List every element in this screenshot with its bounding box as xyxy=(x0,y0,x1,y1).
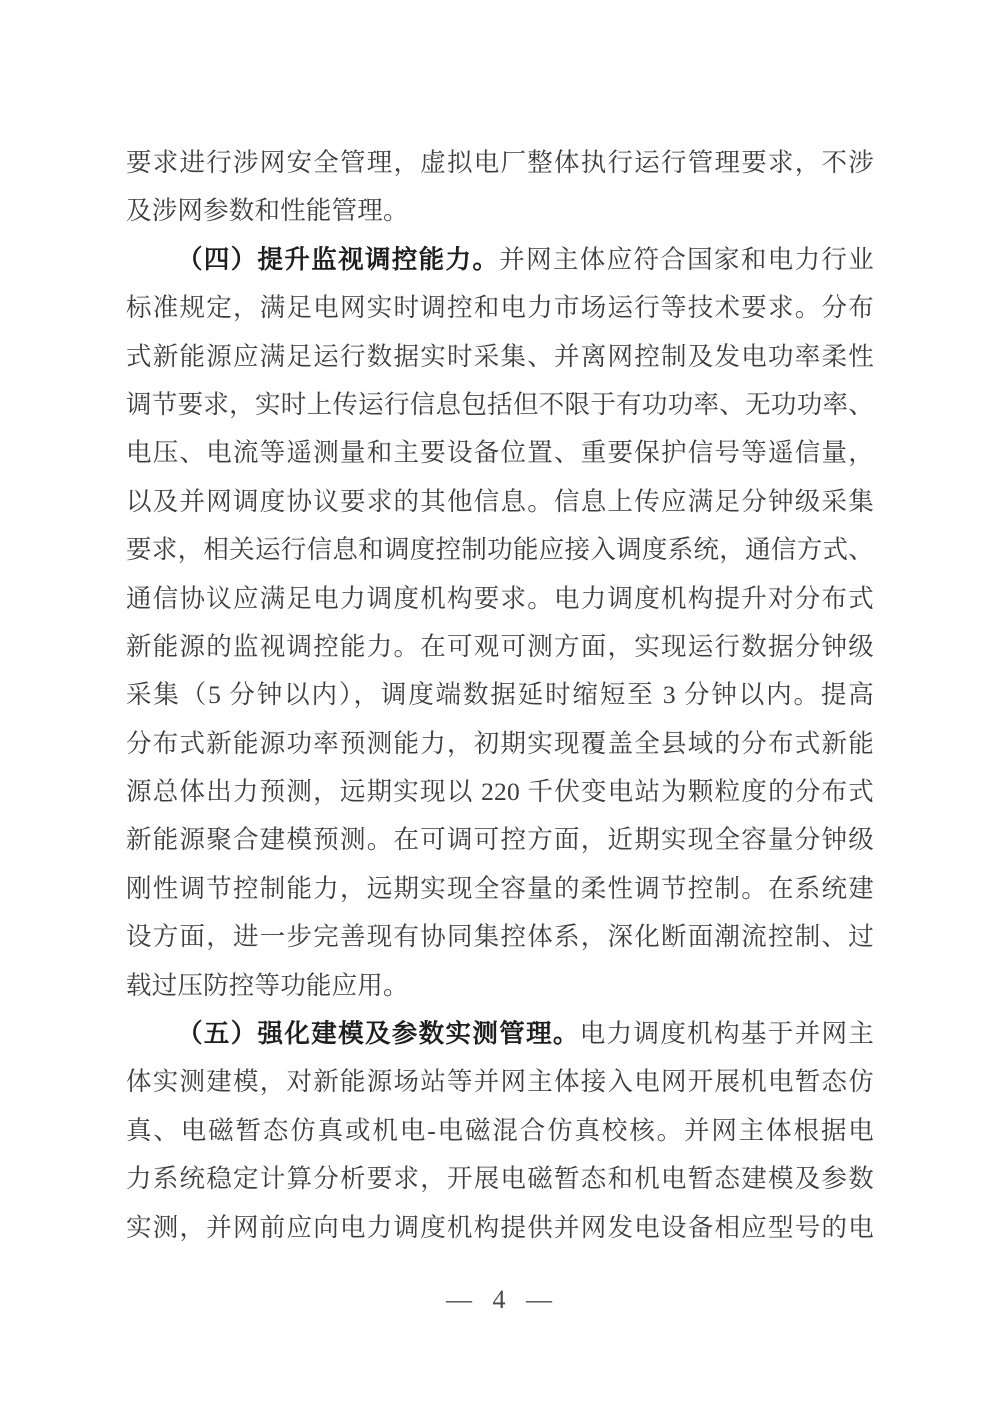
text-line-section-heading-5 xyxy=(126,1010,874,1058)
text-line xyxy=(126,865,874,913)
text-line xyxy=(126,671,874,719)
document-body xyxy=(126,139,874,1252)
text-line xyxy=(126,1058,874,1106)
body-run: 分布式新能源功率预测能力，初期实现覆盖全县域的分布式新能 xyxy=(126,728,874,758)
text-line xyxy=(126,187,874,235)
body-run: 并网主体应符合国家和电力行业 xyxy=(499,244,874,274)
text-line xyxy=(126,1155,874,1203)
body-run: 电压、电流等遥测量和主要设备位置、重要保护信号等遥信量， xyxy=(126,438,874,468)
section-heading-run: （四）提升监视调控能力。 xyxy=(177,244,500,274)
text-line xyxy=(126,526,874,574)
text-line xyxy=(126,1204,874,1252)
text-line xyxy=(126,575,874,623)
body-run: 调节要求，实时上传运行信息包括但不限于有功功率、无功功率、 xyxy=(126,389,874,419)
text-line xyxy=(126,1107,874,1155)
text-line xyxy=(126,720,874,768)
text-line xyxy=(126,768,874,816)
body-run: 标准规定，满足电网实时调控和电力市场运行等技术要求。分布 xyxy=(126,293,874,323)
text-line-section-heading-4 xyxy=(126,236,874,284)
page-footer xyxy=(0,1283,1000,1317)
text-line xyxy=(126,962,874,1010)
body-run: 实测，并网前应向电力调度机构提供并网发电设备相应型号的电 xyxy=(126,1212,874,1242)
body-run: 及涉网参数和性能管理。 xyxy=(126,196,409,226)
body-run: 新能源聚合建模预测。在可调可控方面，近期实现全容量分钟级 xyxy=(126,825,874,855)
text-line xyxy=(126,284,874,332)
body-run: 通信协议应满足电力调度机构要求。电力调度机构提升对分布式 xyxy=(126,583,874,613)
body-run: 电力调度机构基于并网主 xyxy=(579,1019,874,1049)
body-run: 刚性调节控制能力，远期实现全容量的柔性调节控制。在系统建 xyxy=(126,873,874,903)
text-line xyxy=(126,816,874,864)
text-line xyxy=(126,333,874,381)
body-run: 式新能源应满足运行数据实时采集、并离网控制及发电功率柔性 xyxy=(126,341,874,371)
body-run: 载过压防控等功能应用。 xyxy=(126,970,409,1000)
body-run: 新能源的监视调控能力。在可观可测方面，实现运行数据分钟级 xyxy=(126,631,874,661)
body-run: 真、电磁暂态仿真或机电-电磁混合仿真校核。并网主体根据电 xyxy=(126,1115,874,1145)
body-run: 以及并网调度协议要求的其他信息。信息上传应满足分钟级采集 xyxy=(126,486,874,516)
body-run: 源总体出力预测，远期实现以 220 千伏变电站为颗粒度的分布式 xyxy=(126,777,874,807)
page-number: — 4 — xyxy=(446,1285,554,1314)
body-run: 设方面，进一步完善现有协同集控体系，深化断面潮流控制、过 xyxy=(126,922,874,952)
text-line xyxy=(126,381,874,429)
section-heading-run: （五）强化建模及参数实测管理。 xyxy=(177,1019,580,1049)
body-run: 采集（5 分钟以内），调度端数据延时缩短至 3 分钟以内。提高 xyxy=(126,680,874,710)
text-line xyxy=(126,139,874,187)
body-run: 体实测建模，对新能源场站等并网主体接入电网开展机电暂态仿 xyxy=(126,1067,874,1097)
text-line xyxy=(126,623,874,671)
body-run: 要求进行涉网安全管理，虚拟电厂整体执行运行管理要求，不涉 xyxy=(126,148,874,177)
text-line xyxy=(126,478,874,526)
body-run: 力系统稳定计算分析要求，开展电磁暂态和机电暂态建模及参数 xyxy=(126,1164,874,1194)
body-run: 要求，相关运行信息和调度控制功能应接入调度系统，通信方式、 xyxy=(126,535,874,565)
text-line xyxy=(126,913,874,961)
text-line xyxy=(126,429,874,477)
